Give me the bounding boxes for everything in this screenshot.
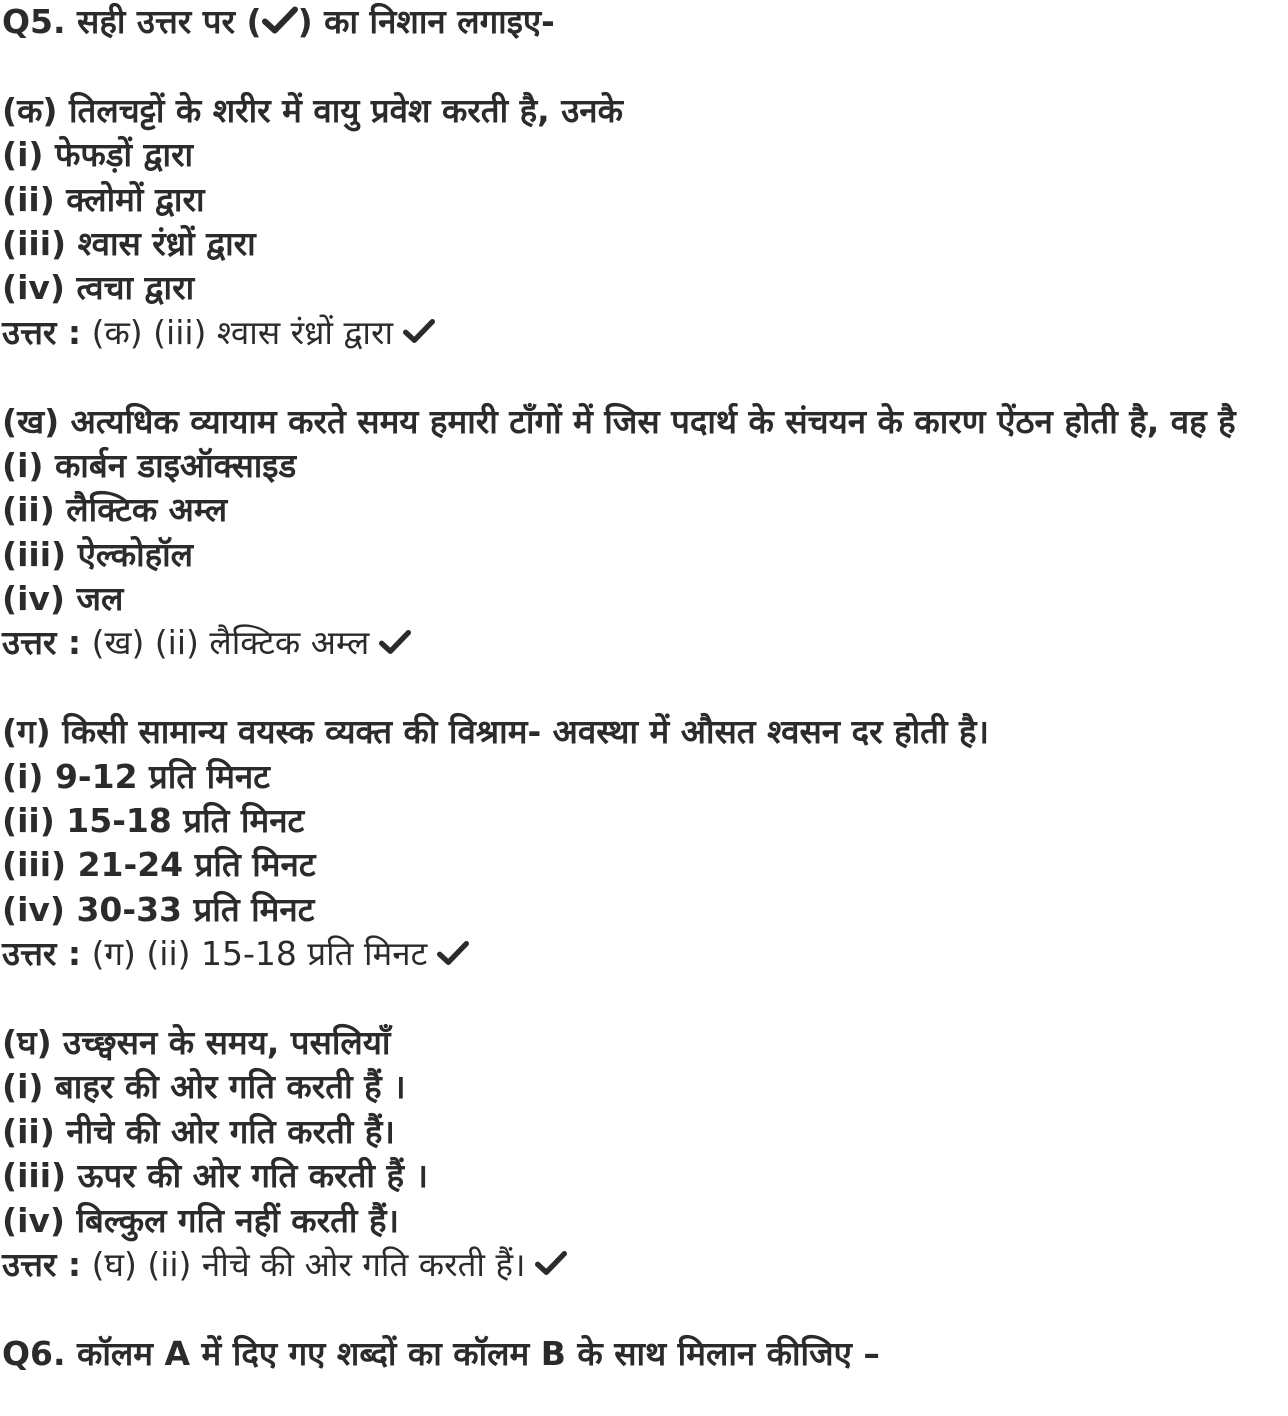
option: (i) 9-12 प्रति मिनट [2,756,270,796]
option: (ii) 15-18 प्रति मिनट [2,801,305,841]
answer-label: उत्तर : [2,623,82,663]
question-text: (ख) अत्यधिक व्यायाम करते समय हमारी टाँगों में जिस पदार्थ के संचयन के कारण ऐंठन होती है, वह है [2,401,1236,441]
answer-text: (ग) (ii) 15-18 प्रति मिनट [91,934,428,974]
document-page [2,0,1286,1376]
question-text: (घ) उच्छ्वसन के समय, पसलियाँ [2,1023,391,1062]
option: (i) कार्बन डाइऑक्साइड [2,445,297,485]
check-mark-icon [437,939,469,967]
check-mark-icon [379,628,411,656]
check-mark-icon [403,317,435,345]
question-text: (ग) किसी सामान्य वयस्क व्यक्त की विश्राम- अवस्था में औसत श्वसन दर होती है। [2,712,990,752]
option: (iii) ऊपर की ओर गति करती हैं । [2,1156,428,1196]
check-mark-icon [535,1249,567,1277]
check-mark-icon [262,5,298,35]
answer-label: उत्तर : [2,312,82,352]
answer-label: उत्तर : [2,934,82,974]
answer-line [2,621,1286,665]
answer-line [2,932,1286,976]
option: (i) बाहर की ओर गति करती हैं । [2,1067,406,1107]
option: (iv) त्वचा द्वारा [2,268,195,308]
question-text: (क) तिलचट्टों के शरीर में वायु प्रवेश करती है, उनके [2,90,623,130]
option: (iii) ऐल्कोहॉल [2,534,194,574]
option: (ii) लैक्टिक अम्ल [2,490,228,530]
option: (iii) श्वास रंध्रों द्वारा [2,223,256,263]
option: (iv) 30-33 प्रति मिनट [2,889,315,929]
answer-text: (घ) (ii) नीचे की ओर गति करती हैं। [91,1244,526,1284]
option: (ii) नीचे की ओर गति करती हैं। [2,1111,395,1151]
q6-heading: Q6. कॉलम A में दिए गए शब्दों का कॉलम B के साथ मिलान कीजिए – [2,1333,880,1373]
option: (i) फेफड़ों द्वारा [2,135,194,175]
answer-line [2,1243,1286,1287]
answer-text: (ख) (ii) लैक्टिक अम्ल [91,623,370,663]
answer-label: उत्तर : [2,1244,82,1284]
answer-line [2,311,1286,355]
q5-heading: Q5. सही उत्तर पर ( ) का निशान लगाइए- [2,2,555,41]
answer-text: (क) (iii) श्वास रंध्रों द्वारा [91,312,394,352]
option: (iv) बिल्कुल गति नहीं करती हैं। [2,1200,399,1240]
option: (iii) 21-24 प्रति मिनट [2,845,316,885]
option: (iv) जल [2,579,124,619]
option: (ii) क्लोमों द्वारा [2,179,205,219]
